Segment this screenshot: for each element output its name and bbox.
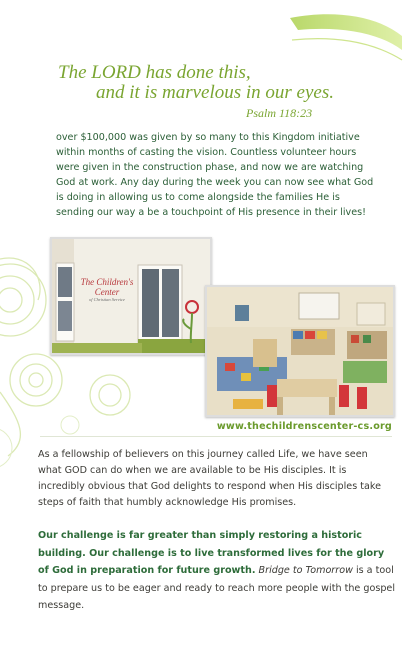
intro-paragraph: over $100,000 was given by so many to this Kingdom initiative within months of casting the vision. Countless volunteer hours were given in the construction phase, and now we are watching God at work. Any day during the week you can now see what God is doing in allowing us to come alongside the families He is sending our way a be a touchpoint of His presence in their lives! xyxy=(56,132,374,218)
quote-reference: Psalm 118:23 xyxy=(246,106,313,120)
classroom-illustration xyxy=(207,287,393,415)
challenge-rest: is a tool to prepare us to be eager and ready to reach more people with the gospel message. xyxy=(38,565,395,611)
challenge-emphasis: Our challenge is far greater than simply restoring a historic building. Our challenge is to live transformed lives for the glory of God in preparation for future growth. xyxy=(38,530,385,576)
photo-center-entrance xyxy=(50,237,212,355)
fellowship-paragraph: As a fellowship of believers on this journey called Life, we have seen what GOD can do when we are available to be His disciples. It is incredibly obvious that God delights to respond when His disciples take steps of faith that humbly acknowledge His promises. xyxy=(38,449,382,508)
top-swoosh xyxy=(290,14,402,50)
divider xyxy=(40,436,392,437)
bridge-to-tomorrow-title: Bridge to Tomorrow xyxy=(258,565,353,576)
photo-classroom xyxy=(205,285,395,417)
challenge-paragraph xyxy=(38,527,398,615)
center-sign xyxy=(80,277,134,303)
website-link[interactable]: www.thechildrenscenter-cs.org xyxy=(216,421,392,432)
center-sign-subtitle: of Christian Service xyxy=(89,297,125,302)
quote-line-1: The LORD has done this, xyxy=(58,62,251,83)
quote-line-2: and it is marvelous in our eyes. xyxy=(96,82,335,103)
center-sign-name: The Children's Center xyxy=(80,277,134,297)
